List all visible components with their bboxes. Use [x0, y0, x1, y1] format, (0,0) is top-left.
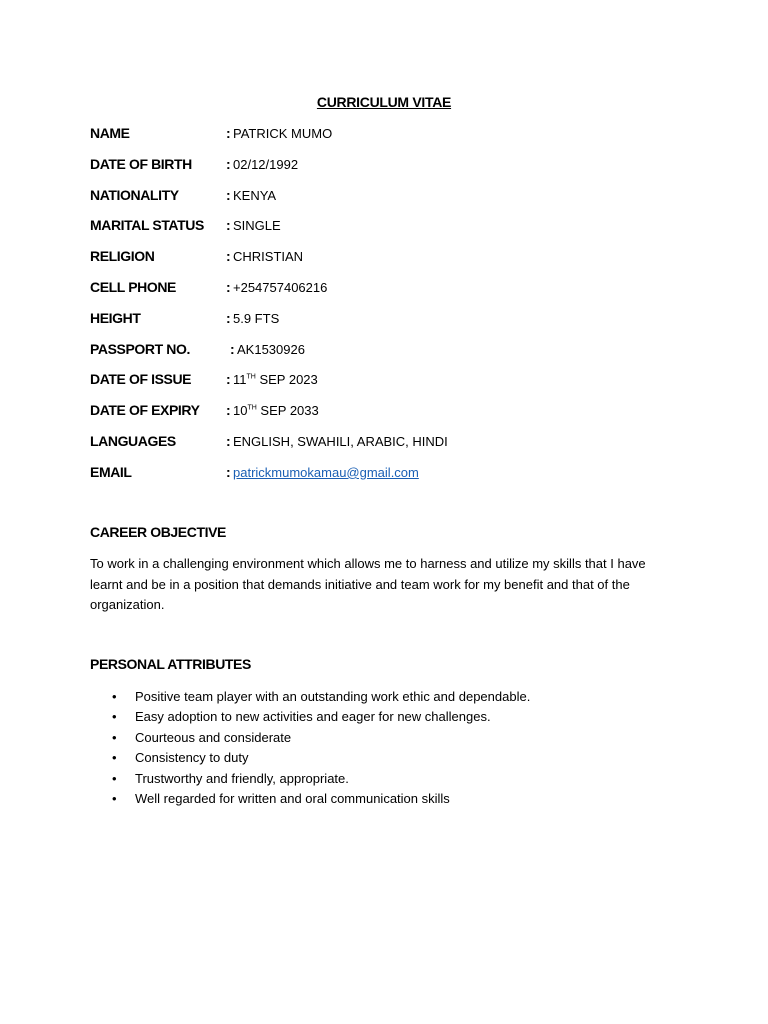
- detail-row-cell-phone: [90, 278, 690, 309]
- detail-value: CHRISTIAN: [233, 249, 304, 265]
- date-day: 10: [233, 403, 248, 419]
- list-item: [90, 789, 690, 809]
- detail-label: DATE OF EXPIRY: [90, 402, 200, 419]
- detail-row-marital-status: [90, 216, 690, 247]
- detail-row-passport-no: [90, 340, 690, 371]
- detail-label: LANGUAGES: [90, 432, 176, 449]
- bullet-icon: •: [112, 689, 117, 704]
- detail-colon: :: [226, 432, 231, 449]
- detail-row-nationality: [90, 186, 690, 217]
- detail-value: ENGLISH, SWAHILI, ARABIC, HINDI: [233, 433, 448, 449]
- detail-value: 5.9 FTS: [233, 310, 280, 326]
- list-item-text: Courteous and considerate: [135, 729, 292, 745]
- list-item: [90, 687, 690, 707]
- detail-label: DATE OF BIRTH: [90, 155, 192, 172]
- date-month-year: SEP 2033: [256, 403, 319, 419]
- date-ordinal-suffix: TH: [247, 404, 257, 412]
- list-item-text: Positive team player with an outstanding work ethic and dependable.: [135, 689, 531, 704]
- list-item-text: Consistency to duty: [135, 750, 249, 766]
- detail-label: MARITAL STATUS: [90, 217, 204, 234]
- detail-row-name: [90, 124, 690, 155]
- detail-row-date-of-issue: [90, 370, 690, 401]
- list-item-text: Well regarded for written and oral communication skills: [135, 790, 450, 806]
- bullet-icon: •: [112, 729, 117, 745]
- list-item: [90, 707, 690, 727]
- personal-attributes-list: [90, 687, 690, 809]
- list-item-text: Easy adoption to new activities and eager for new challenges.: [135, 709, 491, 725]
- detail-colon: :: [226, 155, 231, 172]
- detail-label: NAME: [90, 125, 130, 141]
- detail-value: PATRICK MUMO: [233, 126, 333, 141]
- detail-colon: :: [226, 217, 231, 234]
- detail-value: [233, 402, 319, 420]
- detail-colon: :: [226, 186, 231, 203]
- date-ordinal-suffix: TH: [246, 374, 256, 382]
- date-month-year: SEP 2023: [255, 372, 318, 388]
- date-day: 11: [233, 372, 247, 388]
- detail-colon: :: [230, 340, 235, 357]
- detail-colon: :: [226, 463, 231, 480]
- personal-attributes-heading: PERSONAL ATTRIBUTES: [90, 656, 251, 672]
- list-item-text: Trustworthy and friendly, appropriate.: [135, 770, 349, 786]
- bullet-icon: •: [112, 709, 117, 725]
- detail-label: DATE OF ISSUE: [90, 371, 192, 388]
- list-item: [90, 769, 690, 789]
- detail-row-date-of-birth: [90, 155, 690, 186]
- detail-value: AK1530926: [237, 341, 305, 357]
- detail-colon: :: [226, 125, 231, 141]
- detail-colon: :: [226, 371, 231, 388]
- career-objective-heading: CAREER OBJECTIVE: [90, 524, 226, 540]
- document-title: CURRICULUM VITAE: [316, 94, 452, 110]
- detail-label: CELL PHONE: [90, 278, 176, 295]
- detail-value: KENYA: [233, 187, 277, 203]
- detail-label: PASSPORT NO.: [90, 340, 190, 357]
- detail-row-height: [90, 309, 690, 340]
- detail-row-languages: [90, 432, 690, 463]
- email-link[interactable]: patrickmumokamau@gmail.com: [233, 464, 419, 480]
- list-item: [90, 748, 690, 768]
- detail-colon: :: [226, 402, 231, 419]
- detail-colon: :: [226, 278, 231, 295]
- bullet-icon: •: [112, 790, 117, 806]
- bullet-icon: •: [112, 770, 117, 786]
- detail-label: EMAIL: [90, 463, 132, 480]
- bullet-icon: •: [112, 750, 117, 766]
- detail-row-religion: [90, 247, 690, 278]
- detail-label: HEIGHT: [90, 309, 141, 326]
- career-objective-text: To work in a challenging environment which allows me to harness and utilize my skills that I have learnt and be in a position that demands initiative and team work for my benefit and that of the organization.: [90, 556, 646, 613]
- detail-value: SINGLE: [233, 218, 281, 234]
- list-item: [90, 728, 690, 748]
- detail-label: RELIGION: [90, 248, 155, 265]
- detail-value: [233, 371, 318, 389]
- detail-colon: :: [226, 309, 231, 326]
- detail-value: [233, 464, 419, 482]
- detail-label: NATIONALITY: [90, 186, 179, 203]
- personal-details: [90, 124, 690, 494]
- detail-value: 02/12/1992: [233, 156, 299, 172]
- detail-row-email: [90, 463, 690, 494]
- detail-row-date-of-expiry: [90, 401, 690, 432]
- detail-colon: :: [226, 248, 231, 265]
- detail-value: +254757406216: [233, 279, 328, 295]
